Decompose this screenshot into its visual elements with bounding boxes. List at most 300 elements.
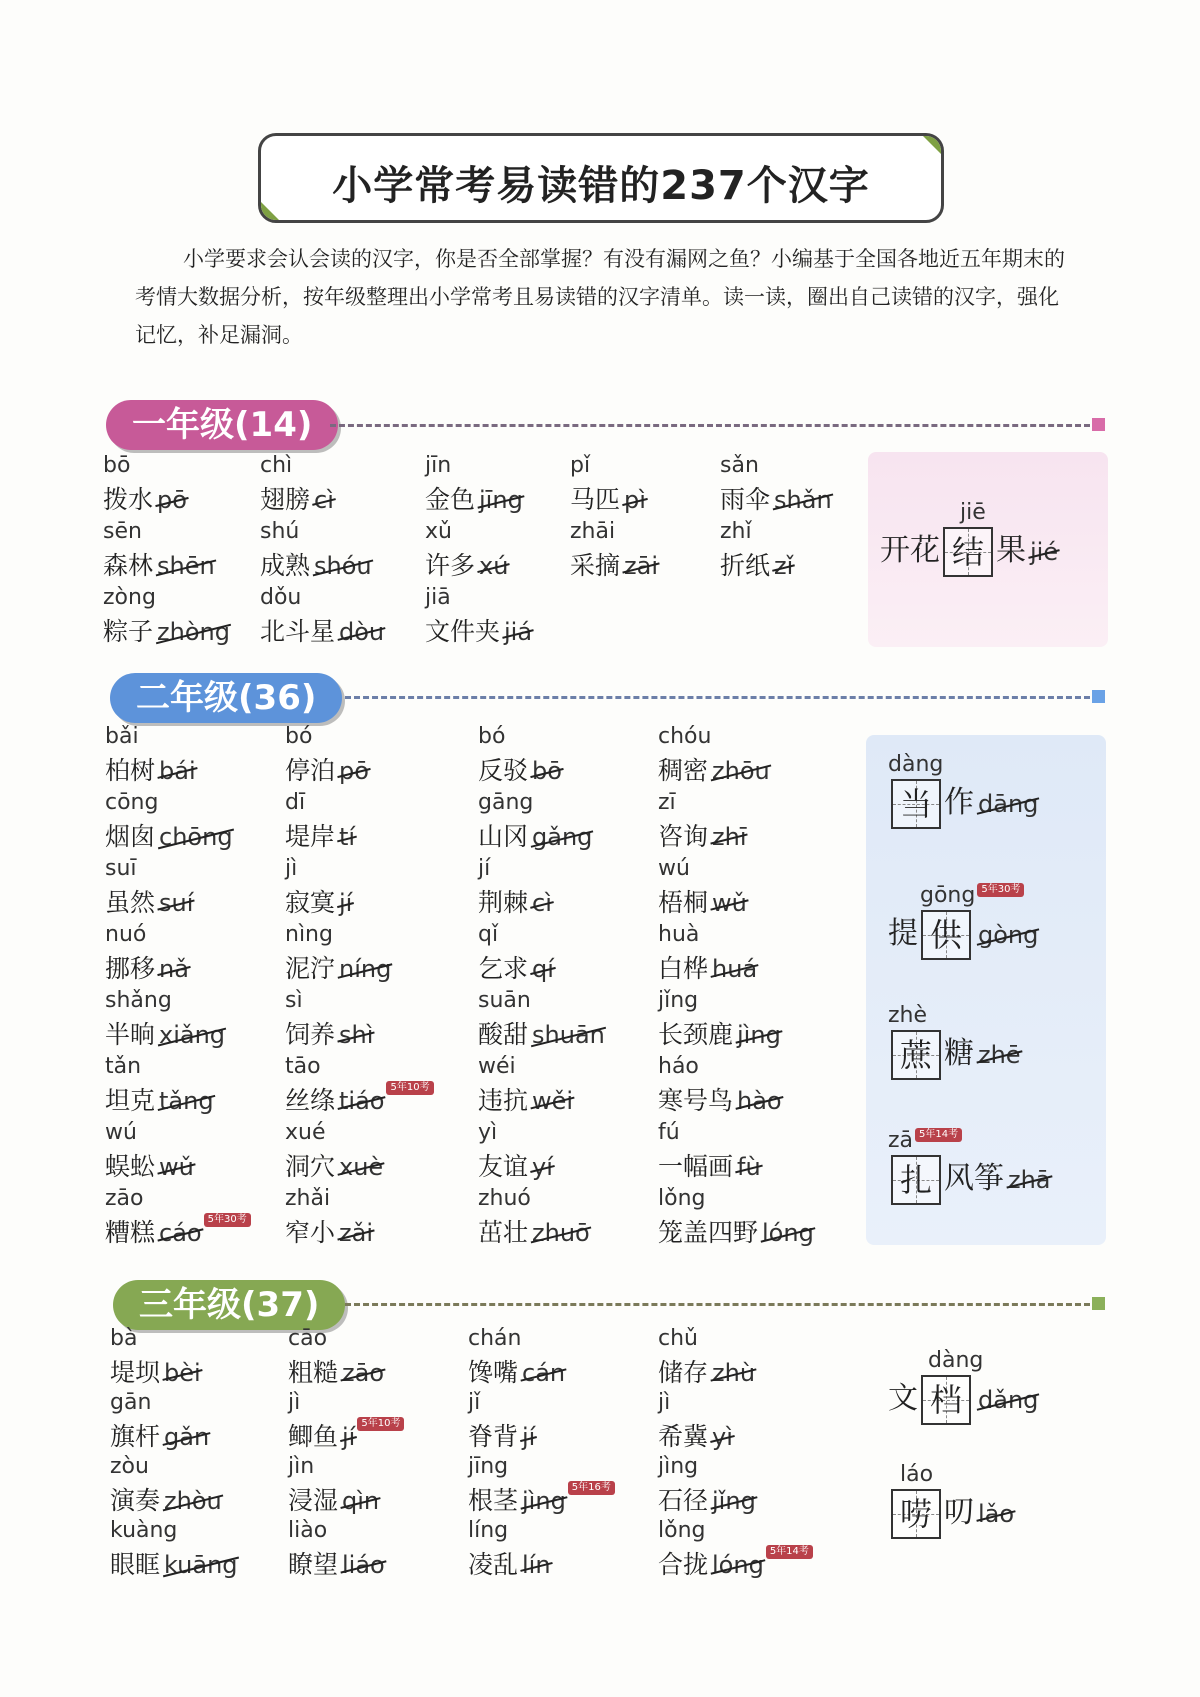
wrong-pinyin: jí (339, 889, 353, 917)
wrong-pinyin: zāi (624, 552, 658, 580)
wrong-pinyin: jǐng (712, 1487, 756, 1515)
correct-pinyin: huà (658, 922, 700, 947)
target-character: 扎 (899, 1161, 932, 1199)
correct-pinyin: zhǐ (720, 519, 752, 544)
correct-pinyin: chì (260, 453, 293, 478)
wrong-pinyin: bō (532, 757, 562, 785)
highlight-word (880, 500, 1058, 577)
correct-pinyin: wéi (478, 1054, 516, 1079)
wrong-pinyin: cì (532, 889, 552, 917)
word-text: 笼盖四野 (658, 1218, 759, 1247)
wrong-pinyin: jìng (522, 1487, 566, 1515)
wrong-pinyin: jí (342, 1423, 356, 1451)
exam-frequency-badge: 5年14考 (766, 1545, 813, 1559)
correct-pinyin: xǔ (425, 519, 452, 544)
correct-pinyin: wú (105, 1120, 137, 1145)
word-hanzi (105, 883, 295, 919)
word-text: 咨询 (658, 822, 709, 851)
word-text: 文件夹 (425, 617, 501, 646)
word-text: 稠密 (658, 756, 709, 785)
wrong-pinyin: lín (522, 1551, 551, 1579)
word-text: 白桦 (658, 954, 709, 983)
word-text: 饲养 (285, 1020, 336, 1049)
word-text: 荆棘 (478, 888, 529, 917)
wrong-pinyin: xiǎng (159, 1021, 226, 1049)
correct-pinyin: yì (478, 1120, 498, 1145)
word-entry (478, 1119, 668, 1183)
wrong-pinyin: pō (157, 486, 187, 514)
word-text: 折纸 (720, 551, 771, 580)
wrong-pinyin: dāng (978, 790, 1039, 818)
wrong-pinyin: hào (737, 1087, 782, 1115)
word-entry (658, 1453, 848, 1517)
wrong-pinyin: gǎn (164, 1423, 210, 1451)
divider-line (345, 696, 1090, 699)
correct-pinyin: pǐ (570, 453, 591, 478)
word-entry (468, 1389, 658, 1453)
correct-pinyin: zā 5年14考 (888, 1128, 1051, 1153)
word-text: 乞求 (478, 954, 529, 983)
wrong-pinyin: cán (522, 1359, 566, 1387)
correct-pinyin: nìng (285, 922, 333, 947)
word-hanzi (285, 883, 475, 919)
target-character: 蔗 (899, 1036, 932, 1074)
word-hanzi (478, 1081, 668, 1117)
word-hanzi (285, 751, 475, 787)
word-entry (285, 723, 475, 787)
wrong-pinyin: pō (339, 757, 369, 785)
divider-line (330, 424, 1090, 427)
highlight-word (888, 1462, 1014, 1539)
word-text: 采摘 (570, 551, 621, 580)
correct-pinyin: shǎng (105, 988, 172, 1013)
tianzige-box (891, 1030, 941, 1080)
word-entry (285, 1185, 475, 1249)
word-entry (260, 452, 450, 516)
wrong-pinyin: jié (1030, 538, 1059, 566)
word-hanzi (658, 1147, 848, 1183)
tianzige-box (943, 527, 993, 577)
correct-pinyin: shú (260, 519, 300, 544)
divider-end-marker (1092, 690, 1105, 703)
word-text: 蜈蚣 (105, 1152, 156, 1181)
wrong-pinyin: pì (624, 486, 646, 514)
word-hanzi (105, 751, 295, 787)
word-entry (105, 1185, 295, 1249)
word-hanzi (105, 817, 295, 853)
word-entry (105, 723, 295, 787)
word-hanzi (288, 1417, 478, 1453)
word-text: 寒号鸟 (658, 1086, 734, 1115)
correct-pinyin: zhuó (478, 1186, 531, 1211)
word-entry (288, 1517, 478, 1581)
word-hanzi (105, 1213, 295, 1249)
word-entry (110, 1389, 300, 1453)
correct-pinyin: jì (658, 1390, 671, 1415)
correct-pinyin: sēn (103, 519, 142, 544)
correct-pinyin: bó (478, 724, 506, 749)
word-text: 寂寞 (285, 888, 336, 917)
wrong-pinyin: huá (712, 955, 758, 983)
wrong-pinyin: bèi (164, 1359, 201, 1387)
correct-pinyin: sì (285, 988, 303, 1013)
word-entry (110, 1325, 300, 1389)
correct-pinyin: lǒng (658, 1186, 706, 1211)
word-hanzi (658, 1417, 848, 1453)
grade-3-heading: 三年级(37) (113, 1280, 345, 1330)
correct-pinyin: jì (285, 856, 298, 881)
word-entry (478, 987, 668, 1051)
highlight-hanzi (888, 1028, 1021, 1080)
wrong-pinyin: wǔ (712, 889, 747, 917)
wrong-pinyin: jiá (504, 618, 533, 646)
word-hanzi (658, 949, 848, 985)
word-hanzi (110, 1353, 300, 1389)
correct-pinyin: gān (110, 1390, 152, 1415)
word-text: 根茎 (468, 1486, 519, 1515)
word-hanzi (260, 546, 450, 582)
wrong-pinyin: lóng (712, 1551, 764, 1579)
word-entry (658, 1053, 848, 1117)
word-text: 停泊 (285, 756, 336, 785)
word-text: 泥泞 (285, 954, 336, 983)
word-text: 凌乱 (468, 1550, 519, 1579)
correct-pinyin: qǐ (478, 922, 499, 947)
word-text: 瞭望 (288, 1550, 339, 1579)
exam-frequency-badge: 5年10考 (386, 1081, 433, 1095)
highlight-hanzi (888, 1487, 1014, 1539)
word-text: 果 (996, 533, 1026, 568)
correct-pinyin: zāo (105, 1186, 144, 1211)
word-text: 洞穴 (285, 1152, 336, 1181)
wrong-pinyin: jí (522, 1423, 536, 1451)
word-entry (658, 1517, 848, 1581)
word-hanzi (658, 883, 848, 919)
word-hanzi (468, 1353, 658, 1389)
word-entry (658, 855, 848, 919)
correct-pinyin: jí (478, 856, 491, 881)
word-entry (285, 1119, 475, 1183)
wrong-pinyin: tí (339, 823, 356, 851)
wrong-pinyin: zhòu (164, 1487, 222, 1515)
wrong-pinyin: gǎng (532, 823, 593, 851)
word-text: 鲫鱼 (288, 1422, 339, 1451)
word-hanzi (478, 1147, 668, 1183)
word-hanzi (288, 1545, 478, 1581)
intro-paragraph: 小学要求会认会读的汉字，你是否全部掌握？有没有漏网之鱼？小编基于全国各地近五年期末的考情大数据分析，按年级整理出小学常考且易读错的汉字清单。读一读，圈出自己读错的汉字，强化记忆，补足漏洞。 (135, 247, 1065, 347)
title-corner-decoration (921, 134, 943, 156)
target-character: 唠 (899, 1495, 932, 1533)
word-text: 雨伞 (720, 485, 771, 514)
correct-pinyin: gāng (478, 790, 534, 815)
correct-pinyin: wú (658, 856, 690, 881)
tianzige-box (891, 1489, 941, 1539)
word-text: 反驳 (478, 756, 529, 785)
word-hanzi (110, 1481, 300, 1517)
wrong-pinyin: cáo (159, 1219, 202, 1247)
highlight-word (888, 1128, 1051, 1205)
word-text: 马匹 (570, 485, 621, 514)
exam-frequency-badge: 5年30考 (204, 1213, 251, 1227)
highlight-word (888, 752, 1038, 829)
word-text: 茁壮 (478, 1218, 529, 1247)
word-entry (288, 1389, 478, 1453)
correct-pinyin: nuó (105, 922, 147, 947)
word-text: 提 (888, 916, 918, 951)
word-hanzi (285, 1015, 475, 1051)
word-hanzi (658, 751, 848, 787)
word-text: 酸甜 (478, 1020, 529, 1049)
wrong-pinyin: dǎng (978, 1386, 1039, 1414)
word-hanzi (105, 949, 295, 985)
correct-pinyin: fú (658, 1120, 680, 1145)
word-entry (478, 723, 668, 787)
correct-pinyin: dàng (888, 752, 944, 777)
wrong-pinyin: zhē (978, 1041, 1021, 1069)
correct-pinyin: zòng (103, 585, 156, 610)
correct-pinyin: jiā (425, 585, 451, 610)
word-text: 叨 (944, 1495, 974, 1530)
word-hanzi (478, 817, 668, 853)
correct-pinyin: xué (285, 1120, 326, 1145)
wrong-pinyin: chōng (159, 823, 233, 851)
highlight-hanzi (888, 777, 1038, 829)
wrong-pinyin: níng (339, 955, 392, 983)
word-entry (105, 1119, 295, 1183)
word-text: 石径 (658, 1486, 709, 1515)
target-character: 结 (951, 533, 984, 571)
exam-frequency-badge: 5年14考 (915, 1128, 962, 1142)
word-text: 翅膀 (260, 485, 311, 514)
word-entry (105, 1053, 295, 1117)
word-text: 脊背 (468, 1422, 519, 1451)
word-hanzi (285, 949, 475, 985)
correct-pinyin: háo (658, 1054, 699, 1079)
word-text: 希冀 (658, 1422, 709, 1451)
word-hanzi (468, 1481, 658, 1517)
correct-pinyin: zhāi (570, 519, 616, 544)
word-text: 虽然 (105, 888, 156, 917)
grade-2-heading: 二年级(36) (110, 673, 342, 723)
correct-pinyin: sǎn (720, 453, 759, 478)
word-entry (285, 1053, 475, 1117)
target-character: 档 (929, 1381, 962, 1419)
wrong-pinyin: liáo (342, 1551, 385, 1579)
correct-pinyin: jì (288, 1390, 301, 1415)
correct-pinyin: dī (285, 790, 306, 815)
wrong-pinyin: qìn (342, 1487, 380, 1515)
word-text: 成熟 (260, 551, 311, 580)
word-hanzi (478, 751, 668, 787)
tianzige-box (891, 1155, 941, 1205)
word-text: 拨水 (103, 485, 154, 514)
word-text: 演奏 (110, 1486, 161, 1515)
correct-pinyin: zhè (888, 1003, 928, 1028)
wrong-pinyin: xuè (339, 1153, 384, 1181)
word-entry (658, 1185, 848, 1249)
word-text: 丝绦 (285, 1086, 336, 1115)
word-hanzi (658, 1353, 848, 1389)
correct-pinyin: bó (285, 724, 313, 749)
wrong-pinyin: yí (532, 1153, 553, 1181)
correct-pinyin: zī (658, 790, 676, 815)
word-text: 金色 (425, 485, 476, 514)
word-entry (285, 789, 475, 853)
exam-frequency-badge: 5年10考 (357, 1417, 404, 1431)
correct-pinyin: tāo (285, 1054, 321, 1079)
word-entry (468, 1453, 658, 1517)
word-hanzi (260, 612, 450, 648)
wrong-pinyin: fù (737, 1153, 761, 1181)
word-hanzi (285, 1147, 475, 1183)
word-text: 浸湿 (288, 1486, 339, 1515)
correct-pinyin: lǒng (658, 1518, 706, 1543)
word-text: 堤坝 (110, 1358, 161, 1387)
word-text: 森林 (103, 551, 154, 580)
word-text: 北斗星 (260, 617, 336, 646)
word-text: 粗糙 (288, 1358, 339, 1387)
correct-pinyin: zòu (110, 1454, 149, 1479)
word-text: 长颈鹿 (658, 1020, 734, 1049)
grade-1-heading: 一年级(14) (106, 400, 338, 450)
wrong-pinyin: shì (339, 1021, 374, 1049)
correct-pinyin: suī (105, 856, 137, 881)
word-hanzi (285, 1213, 475, 1249)
word-text: 糖 (944, 1036, 974, 1071)
word-hanzi (478, 1015, 668, 1051)
highlight-hanzi (888, 1373, 1038, 1425)
word-entry (288, 1453, 478, 1517)
word-hanzi (285, 1081, 475, 1117)
wrong-pinyin: kuāng (164, 1551, 238, 1579)
word-text: 风筝 (944, 1161, 1004, 1196)
wrong-pinyin: zhōu (712, 757, 770, 785)
wrong-pinyin: lóng (762, 1219, 814, 1247)
word-entry (285, 855, 475, 919)
word-text: 一幅画 (658, 1152, 734, 1181)
correct-pinyin: jīng (468, 1454, 509, 1479)
word-entry (658, 921, 848, 985)
word-hanzi (468, 1545, 658, 1581)
word-hanzi (260, 480, 450, 516)
wrong-pinyin: yì (712, 1423, 733, 1451)
word-entry (658, 1119, 848, 1183)
highlight-hanzi (888, 908, 1038, 960)
correct-pinyin: cāo (288, 1326, 328, 1351)
word-entry (658, 1325, 848, 1389)
target-character: 供 (929, 916, 962, 954)
word-text: 粽子 (103, 617, 154, 646)
wrong-pinyin: zhòng (157, 618, 230, 646)
word-entry (105, 921, 295, 985)
wrong-pinyin: jìng (737, 1021, 781, 1049)
wrong-pinyin: zhī (712, 823, 747, 851)
word-entry (478, 1053, 668, 1117)
divider-end-marker (1092, 418, 1105, 431)
word-entry (478, 855, 668, 919)
highlight-word (888, 883, 1038, 960)
correct-pinyin: cōng (105, 790, 159, 815)
page-title: 小学常考易读错的237个汉字 (332, 163, 870, 209)
word-text: 挪移 (105, 954, 156, 983)
wrong-pinyin: tiáo (339, 1087, 385, 1115)
word-entry (658, 987, 848, 1051)
wrong-pinyin: gòng (978, 921, 1039, 949)
word-entry (285, 921, 475, 985)
wrong-pinyin: suí (159, 889, 194, 917)
tianzige-box (891, 779, 941, 829)
word-hanzi (468, 1417, 658, 1453)
correct-pinyin: jiē (960, 500, 986, 525)
tianzige-box (921, 910, 971, 960)
word-text: 许多 (425, 551, 476, 580)
word-hanzi (658, 1481, 848, 1517)
wrong-pinyin: wǔ (159, 1153, 194, 1181)
word-text: 文 (888, 1381, 918, 1416)
word-text: 烟囱 (105, 822, 156, 851)
word-text: 馋嘴 (468, 1358, 519, 1387)
divider-end-marker (1092, 1297, 1105, 1310)
wrong-pinyin: shuān (532, 1021, 605, 1049)
word-hanzi (658, 1081, 848, 1117)
correct-pinyin: jìn (288, 1454, 315, 1479)
word-entry (658, 1389, 848, 1453)
word-hanzi (478, 949, 668, 985)
correct-pinyin: zhǎi (285, 1186, 331, 1211)
wrong-pinyin: lǎo (978, 1500, 1015, 1528)
word-entry (658, 723, 848, 787)
wrong-pinyin: zǐ (774, 552, 794, 580)
word-hanzi (658, 1015, 848, 1051)
word-entry (285, 987, 475, 1051)
word-text: 半晌 (105, 1020, 156, 1049)
word-text: 柏树 (105, 756, 156, 785)
word-hanzi (478, 883, 668, 919)
correct-pinyin: chǔ (658, 1326, 698, 1351)
correct-pinyin: líng (468, 1518, 509, 1543)
word-text: 堤岸 (285, 822, 336, 851)
word-text: 窄小 (285, 1218, 336, 1247)
correct-pinyin: jǐng (658, 988, 699, 1013)
correct-pinyin: dàng (928, 1348, 984, 1373)
wrong-pinyin: jīng (479, 486, 523, 514)
word-text: 作 (944, 785, 974, 820)
exam-frequency-badge: 5年16考 (568, 1481, 615, 1495)
highlight-hanzi (880, 525, 1058, 577)
word-hanzi (658, 1545, 848, 1581)
wrong-pinyin: qí (532, 955, 554, 983)
word-entry (105, 855, 295, 919)
word-hanzi (105, 1147, 295, 1183)
correct-pinyin: dǒu (260, 585, 302, 610)
word-text: 合拢 (658, 1550, 709, 1579)
word-entry (105, 789, 295, 853)
word-text: 友谊 (478, 1152, 529, 1181)
correct-pinyin: chóu (658, 724, 712, 749)
word-hanzi (425, 612, 615, 648)
word-hanzi (105, 1081, 295, 1117)
wrong-pinyin: dòu (339, 618, 385, 646)
word-entry (468, 1325, 658, 1389)
word-hanzi (288, 1481, 478, 1517)
word-text: 储存 (658, 1358, 709, 1387)
word-entry (110, 1453, 300, 1517)
correct-pinyin: chán (468, 1326, 522, 1351)
word-text: 旗杆 (110, 1422, 161, 1451)
word-entry (468, 1517, 658, 1581)
word-hanzi (110, 1417, 300, 1453)
word-entry (260, 518, 450, 582)
